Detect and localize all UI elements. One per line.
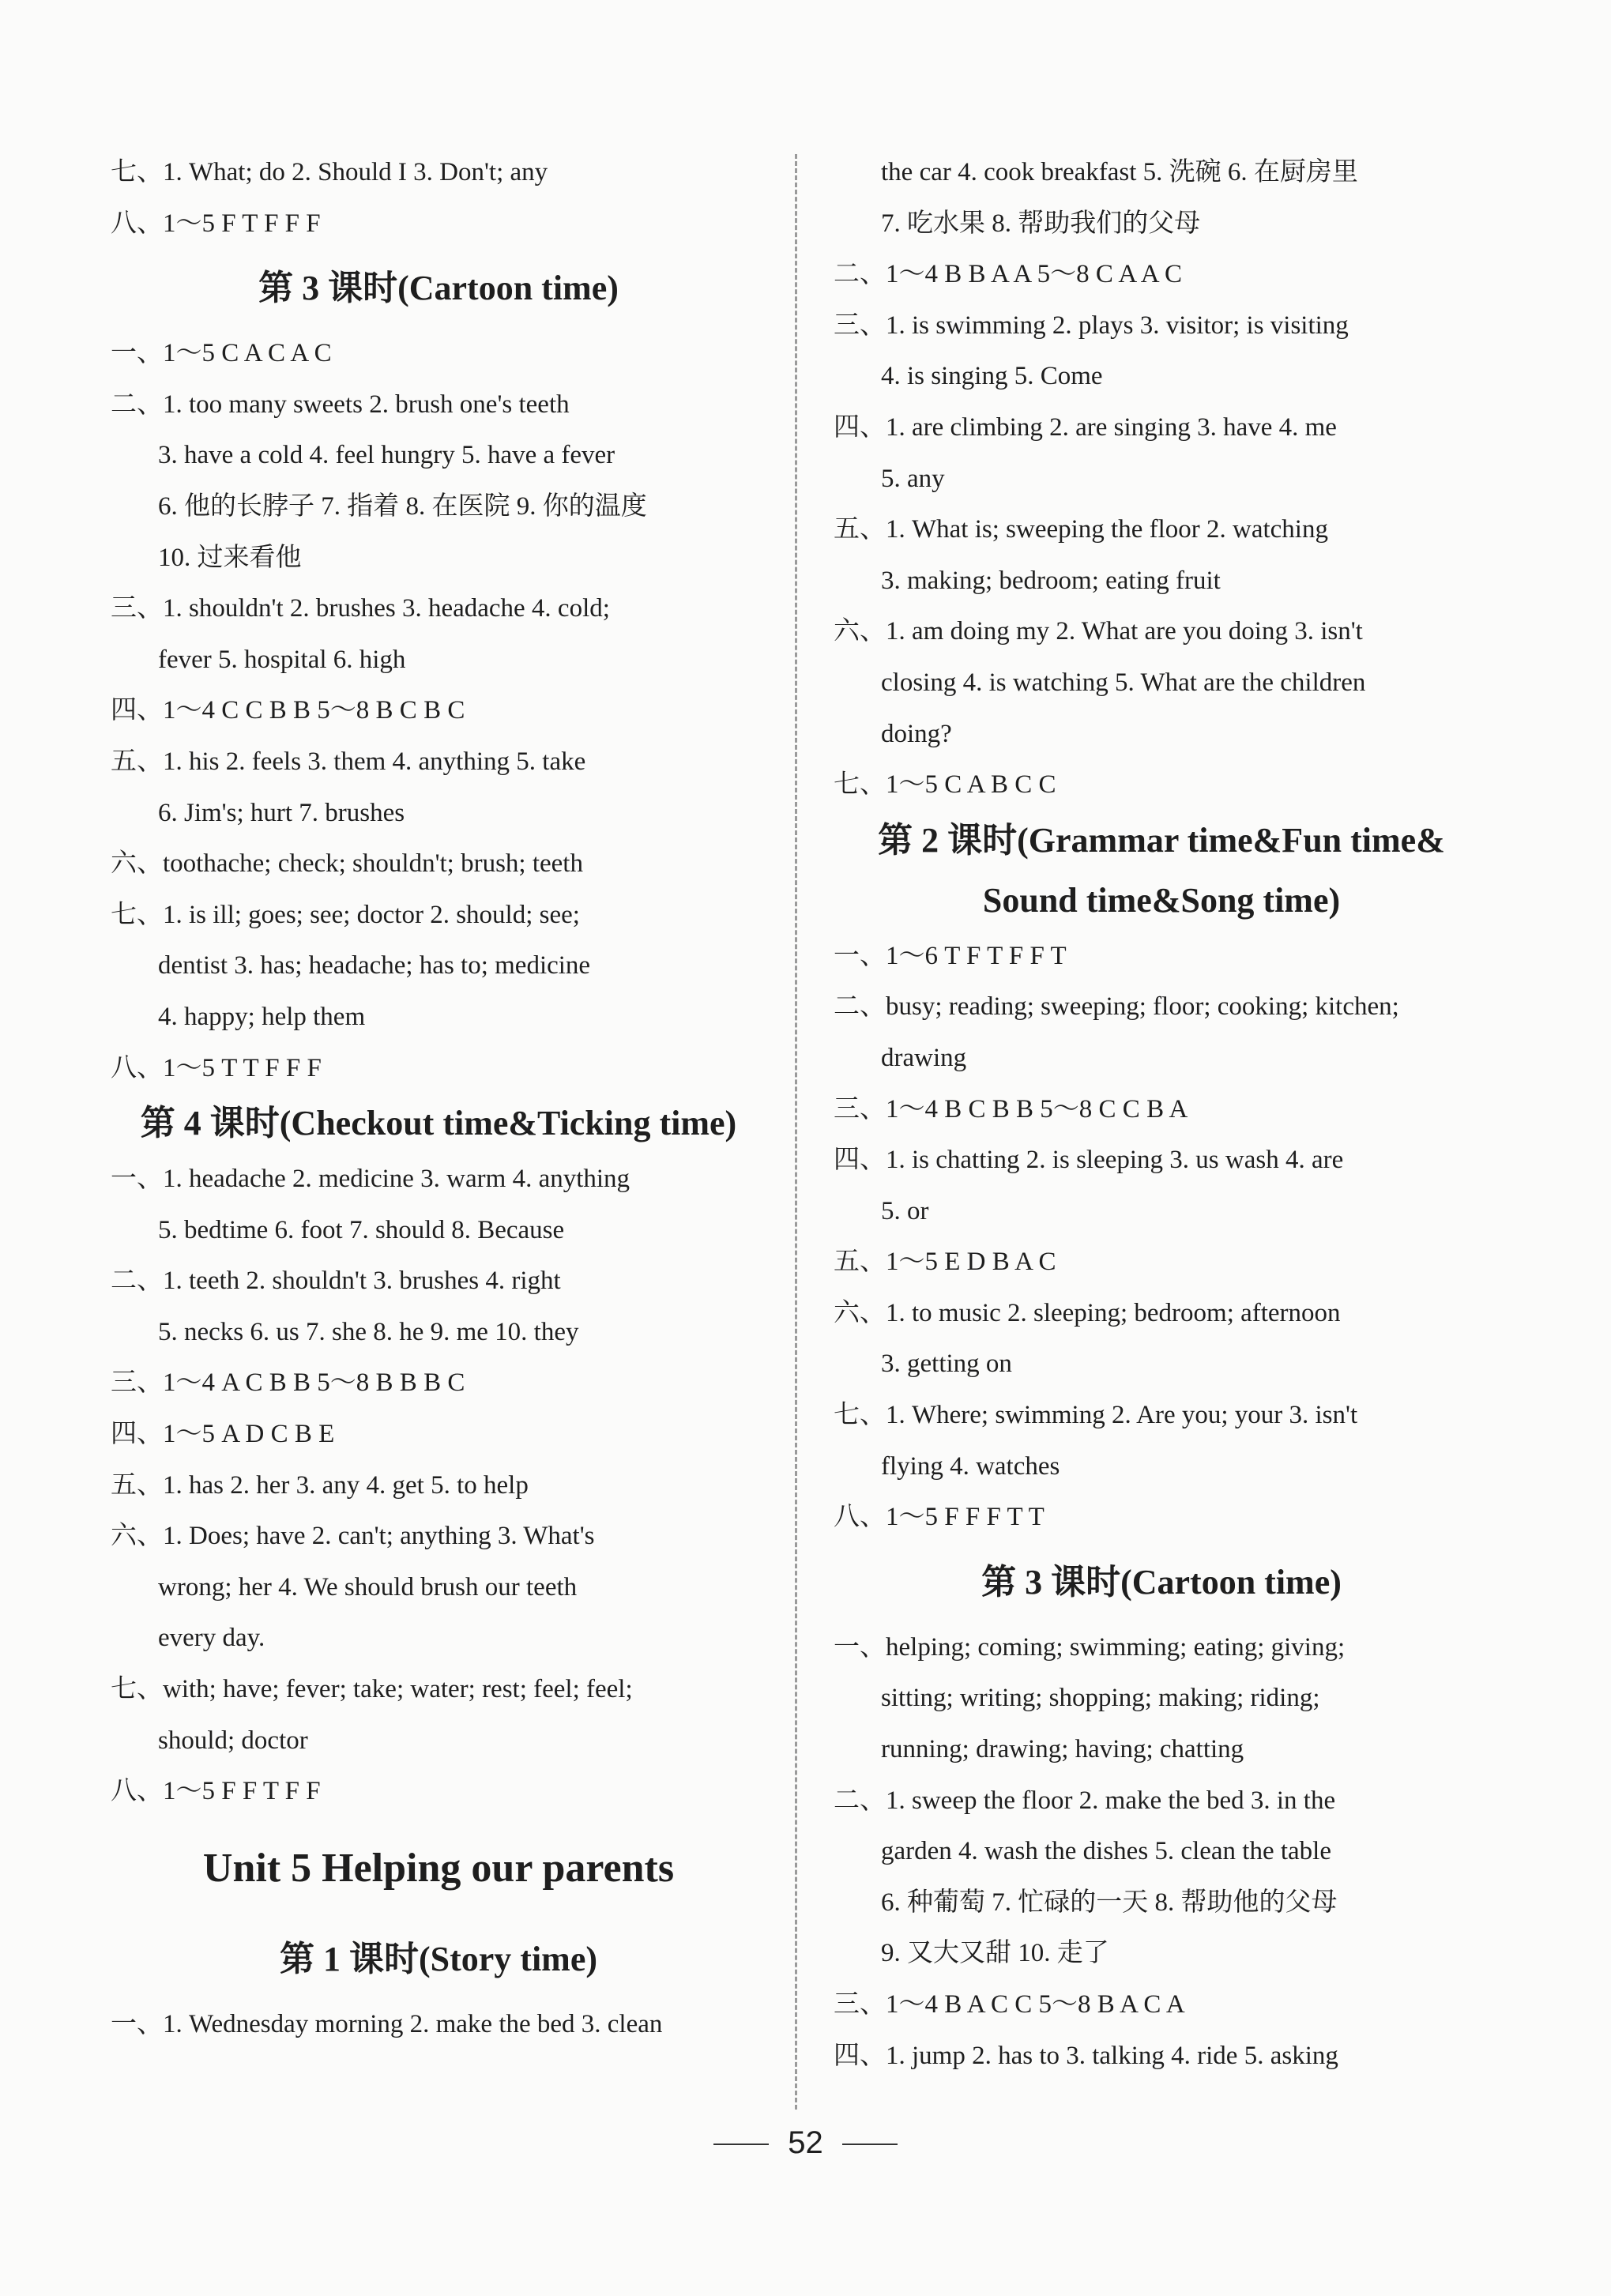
answer-line: 一、1～6 T F T F F T bbox=[834, 941, 1067, 970]
answer-line: 六、toothache; check; shouldn't; brush; teeth bbox=[111, 849, 583, 879]
answer-line-continued: every day. bbox=[158, 1624, 265, 1653]
answer-line: 二、1～4 B B A A 5～8 C A A C bbox=[834, 260, 1183, 289]
answer-line-continued: dentist 3. has; headache; has to; medicine bbox=[158, 951, 591, 981]
answer-line: 七、1. What; do 2. Should I 3. Don't; any bbox=[111, 158, 548, 186]
answer-line: 四、1. are climbing 2. are singing 3. have 4. me bbox=[834, 412, 1337, 442]
page-number-left-dash bbox=[713, 2144, 769, 2145]
answer-line-continued: 5. any bbox=[881, 464, 945, 493]
unit-title: Unit 5 Helping our parents bbox=[202, 1845, 675, 1891]
answer-line-continued: drawing bbox=[881, 1043, 967, 1072]
answer-line-continued: 5. bedtime 6. foot 7. should 8. Because bbox=[158, 1215, 565, 1244]
answer-line: 六、1. to music 2. sleeping; bedroom; afternoon bbox=[834, 1298, 1341, 1327]
answer-line-continued: 10. 过来看他 bbox=[158, 543, 302, 572]
page-number bbox=[0, 2125, 1611, 2161]
answer-line-continued: 4. is singing 5. Come bbox=[881, 362, 1103, 391]
answer-line-continued: 6. 他的长脖子 7. 指着 8. 在医院 9. 你的温度 bbox=[158, 491, 647, 521]
answer-line: 三、1. shouldn't 2. brushes 3. headache 4. cold; bbox=[111, 594, 610, 623]
answer-line: 二、1. sweep the floor 2. make the bed 3. in the bbox=[834, 1786, 1336, 1815]
answer-line: 五、1. has 2. her 3. any 4. get 5. to help bbox=[111, 1470, 529, 1500]
answer-line: 四、1. jump 2. has to 3. talking 4. ride 5. asking bbox=[834, 2041, 1338, 2070]
answer-line: 三、1. is swimming 2. plays 3. visitor; is visiting bbox=[834, 311, 1349, 340]
answer-line: 七、1. Where; swimming 2. Are you; your 3. isn't bbox=[834, 1401, 1358, 1430]
answer-line-continued: 4. happy; help them bbox=[158, 1002, 366, 1031]
lesson-heading: 第 3 课时(Cartoon time) bbox=[258, 269, 619, 308]
lesson-heading: 第 3 课时(Cartoon time) bbox=[981, 1562, 1342, 1602]
column-divider bbox=[795, 154, 797, 2110]
answer-line-continued: closing 4. is watching 5. What are the children bbox=[881, 668, 1366, 697]
answer-line-continued: should; doctor bbox=[158, 1726, 308, 1755]
answer-line: 七、with; have; fever; take; water; rest; feel; feel; bbox=[111, 1675, 633, 1704]
answer-line-continued: garden 4. wash the dishes 5. clean the table bbox=[881, 1837, 1331, 1866]
answer-line: 六、1. am doing my 2. What are you doing 3. isn't bbox=[834, 617, 1363, 646]
page-number-text: 52 bbox=[788, 2125, 823, 2160]
answer-line: 三、1～4 B C B B 5～8 C C B A bbox=[834, 1094, 1188, 1124]
lesson-heading: 第 4 课时(Checkout time&Ticking time) bbox=[140, 1104, 737, 1143]
answer-line-continued: 3. getting on bbox=[881, 1349, 1012, 1379]
answer-line-continued: 5. necks 6. us 7. she 8. he 9. me 10. they bbox=[158, 1317, 579, 1346]
answer-line: 四、1～5 A D C B E bbox=[111, 1420, 335, 1449]
answer-line-continued: 9. 又大又甜 10. 走了 bbox=[881, 1939, 1109, 1968]
answer-line: 八、1～5 F F T F F bbox=[111, 1777, 321, 1806]
answer-line: 八、1～5 F F F T T bbox=[834, 1503, 1045, 1532]
answer-line: 四、1. is chatting 2. is sleeping 3. us wash 4. are bbox=[834, 1146, 1344, 1175]
answer-line: 四、1～4 C C B B 5～8 B C B C bbox=[111, 696, 465, 725]
answer-line: 七、1～5 C A B C C bbox=[834, 770, 1056, 800]
page-number-right-dash bbox=[842, 2144, 898, 2145]
answer-line-continued: wrong; her 4. We should brush our teeth bbox=[158, 1572, 578, 1602]
answer-line: 二、1. teeth 2. shouldn't 3. brushes 4. right bbox=[111, 1267, 561, 1296]
lesson-heading: Sound time&Song time) bbox=[982, 880, 1341, 920]
answer-line-continued: fever 5. hospital 6. high bbox=[158, 645, 406, 674]
answer-line-continued: 3. making; bedroom; eating fruit bbox=[881, 566, 1221, 595]
left-column bbox=[111, 147, 766, 2049]
answer-line-continued: 7. 吃水果 8. 帮助我们的父母 bbox=[881, 209, 1201, 238]
answer-line-continued: sitting; writing; shopping; making; riding; bbox=[881, 1684, 1320, 1713]
answer-line: 六、1. Does; have 2. can't; anything 3. What's bbox=[111, 1522, 595, 1551]
answer-line: 五、1. What is; sweeping the floor 2. watching bbox=[834, 515, 1328, 544]
answer-line-continued: flying 4. watches bbox=[881, 1451, 1060, 1481]
right-column bbox=[834, 147, 1489, 2081]
answer-line: 三、1～4 B A C C 5～8 B A C A bbox=[834, 1990, 1185, 2019]
answer-line: 一、helping; coming; swimming; eating; giving; bbox=[834, 1632, 1346, 1662]
answer-line: 五、1～5 E D B A C bbox=[834, 1248, 1056, 1277]
lesson-heading: 第 1 课时(Story time) bbox=[279, 1939, 597, 1978]
answer-line-continued: the car 4. cook breakfast 5. 洗碗 6. 在厨房里 bbox=[881, 158, 1358, 186]
answer-line-continued: 3. have a cold 4. feel hungry 5. have a fever bbox=[158, 441, 615, 470]
answer-line: 一、1. Wednesday morning 2. make the bed 3. clean bbox=[111, 2009, 663, 2038]
lesson-heading: 第 2 课时(Grammar time&Fun time& bbox=[878, 820, 1445, 860]
answer-line: 八、1～5 T T F F F bbox=[111, 1053, 322, 1082]
answer-line-continued: running; drawing; having; chatting bbox=[881, 1735, 1244, 1764]
answer-line: 三、1～4 A C B B 5～8 B B B C bbox=[111, 1368, 465, 1398]
answer-line-continued: 6. Jim's; hurt 7. brushes bbox=[158, 798, 405, 827]
answer-line: 七、1. is ill; goes; see; doctor 2. should; see; bbox=[111, 900, 580, 929]
answer-line-continued: 5. or bbox=[881, 1196, 929, 1225]
answer-line: 二、busy; reading; sweeping; floor; cooking; kitchen; bbox=[834, 992, 1399, 1022]
answer-line: 五、1. his 2. feels 3. them 4. anything 5. take bbox=[111, 747, 586, 776]
answer-line-continued: doing? bbox=[881, 719, 952, 748]
answer-line: 二、1. too many sweets 2. brush one's teeth bbox=[111, 390, 570, 419]
answer-line-continued: 6. 种葡萄 7. 忙碌的一天 8. 帮助他的父母 bbox=[881, 1888, 1338, 1917]
answer-line: 一、1～5 C A C A C bbox=[111, 339, 332, 368]
answer-line: 一、1. headache 2. medicine 3. warm 4. anything bbox=[111, 1165, 630, 1194]
answer-line: 八、1～5 F T F F F bbox=[111, 209, 321, 238]
